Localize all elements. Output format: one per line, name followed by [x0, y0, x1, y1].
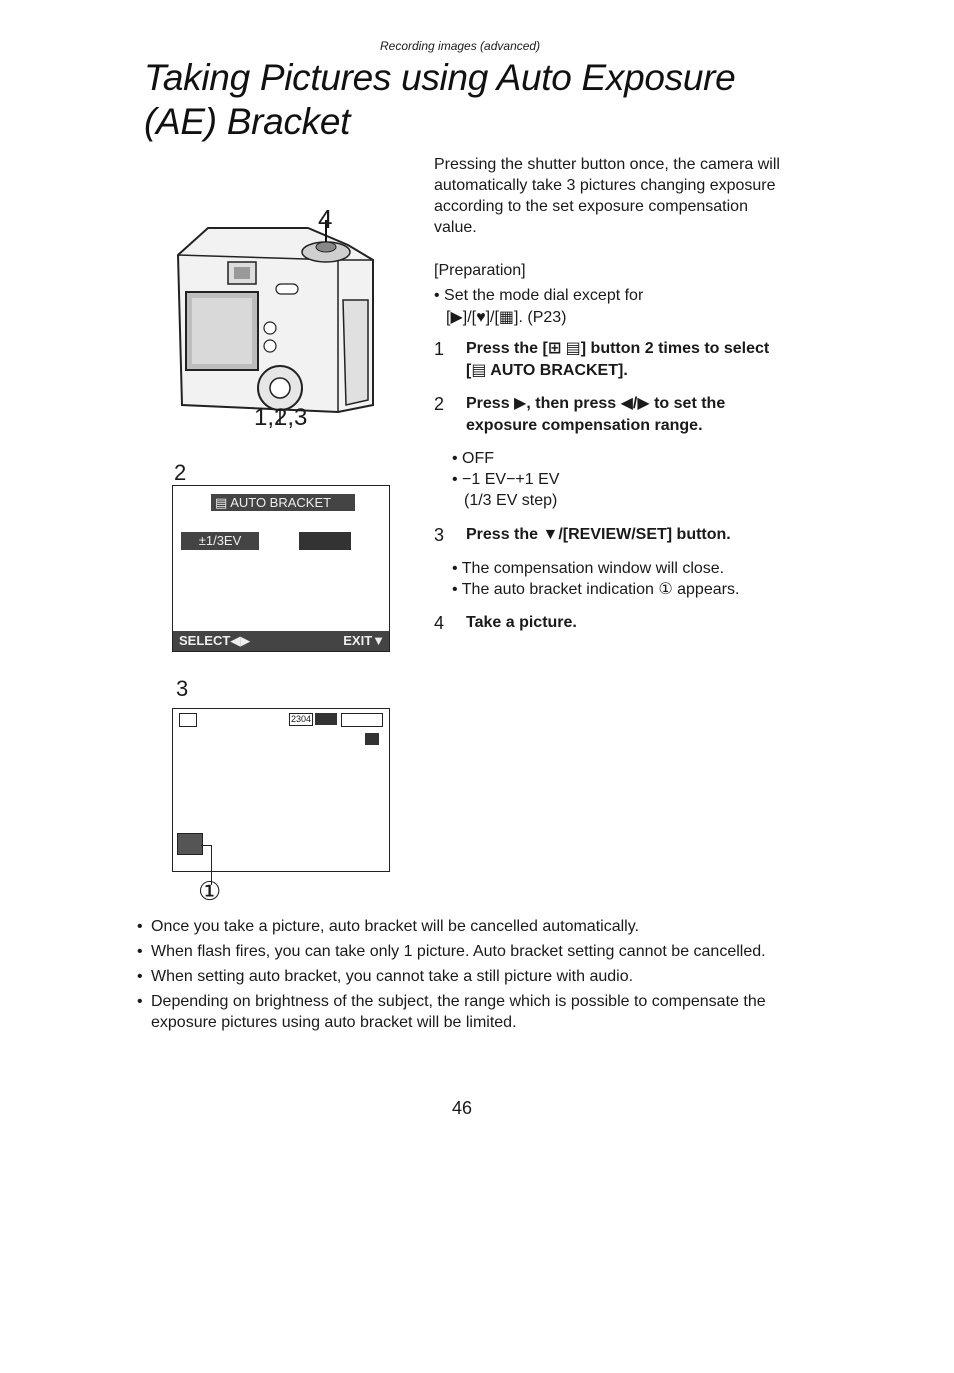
screen2-label: 2 — [174, 460, 187, 485]
step-text: Take a picture. — [466, 614, 577, 631]
lcd-title: AUTO BRACKET — [230, 495, 332, 510]
step-3 — [434, 524, 784, 546]
preparation-bullet: • Set the mode dial except for [▶]/[♥]/[▦]. (P23) — [434, 285, 794, 329]
title-line-1: Taking Pictures using Auto Exposure — [144, 57, 736, 98]
lcd-screen-2 — [172, 485, 390, 652]
page-title — [144, 56, 735, 144]
step-text: Press the ▼/[REVIEW/SET] button. — [466, 526, 731, 543]
notes-list — [137, 916, 777, 1037]
option-range-detail: (1/3 EV step) — [464, 492, 558, 509]
section-label: Recording images (advanced) — [380, 39, 541, 53]
callout-horizontal — [201, 845, 212, 846]
footer-exit: EXIT▼ — [343, 633, 385, 648]
step3-notes: • The compensation window will close. • The auto bracket indication ① appears. — [452, 560, 740, 598]
step-text: Press ▶, then press ◀/▶ to set the exposure compensation range. — [466, 395, 726, 434]
screen3-label: 3 — [176, 676, 189, 701]
note-item: • Once you take a picture, auto bracket will be cancelled automatically. — [137, 916, 777, 937]
option-off: OFF — [462, 450, 495, 467]
camera-label-4: 4 — [318, 204, 333, 234]
intro-text: Pressing the shutter button once, the camera will automatically take 3 pictures changing exposure according to the set exposure compensation value. — [434, 156, 780, 236]
ev-selector — [181, 532, 259, 550]
metering-icon — [179, 713, 197, 727]
option-range: −1 EV−+1 EV — [462, 471, 560, 488]
remaining-icon — [365, 733, 379, 745]
step-1 — [434, 338, 784, 382]
page-number: 46 — [452, 1098, 473, 1118]
title-line-2: (AE) Bracket — [144, 101, 351, 142]
quality-icon — [315, 713, 337, 725]
lcd-screen-3 — [172, 708, 390, 872]
step2-options: • OFF • −1 EV−+1 EV (1/3 EV step) — [452, 448, 792, 511]
bracket-icon: ▤ — [215, 495, 231, 510]
note-item: • When setting auto bracket, you cannot take a still picture with audio. — [137, 966, 777, 987]
step-number: 2 — [434, 394, 445, 414]
step-number: 4 — [434, 613, 445, 633]
auto-bracket-indicator — [177, 833, 203, 855]
step-4 — [434, 612, 784, 634]
step-number: 3 — [434, 525, 445, 545]
battery-icon — [341, 713, 383, 727]
step-text: Press the [⊞ ▤] button 2 times to select [▤ AUTO BRACKET]. — [466, 340, 770, 379]
ev-value: ±1/3EV — [198, 533, 242, 548]
camera-illustration — [168, 200, 388, 435]
step3-note-1: The compensation window will close. — [461, 560, 725, 577]
step-2 — [434, 393, 784, 437]
prep-bullet-text: Set the mode dial except for — [444, 287, 644, 304]
prep-modes: [▶]/[♥]/[▦]. (P23) — [446, 309, 567, 326]
footer-select: SELECT◀▶ — [179, 633, 251, 648]
callout-marker: ① — [198, 876, 222, 906]
shots-counter: 2304 — [291, 714, 312, 724]
lcd-title-bar — [211, 494, 355, 511]
step3-note-2: The auto bracket indication ① appears. — [461, 581, 740, 598]
preparation-heading: [Preparation] — [434, 262, 526, 279]
step-number: 1 — [434, 339, 445, 359]
lcd-footer — [173, 631, 389, 651]
camera-drawing — [168, 200, 388, 435]
bracket-indicators — [299, 532, 351, 550]
note-item: • Depending on brightness of the subject, the range which is possible to compensate the exposure pictures using auto bracket will be limited. — [137, 991, 777, 1033]
note-item: • When flash fires, you can take only 1 picture. Auto bracket setting cannot be cancelled. — [137, 941, 777, 962]
camera-label-123: 1,2,3 — [254, 404, 308, 431]
